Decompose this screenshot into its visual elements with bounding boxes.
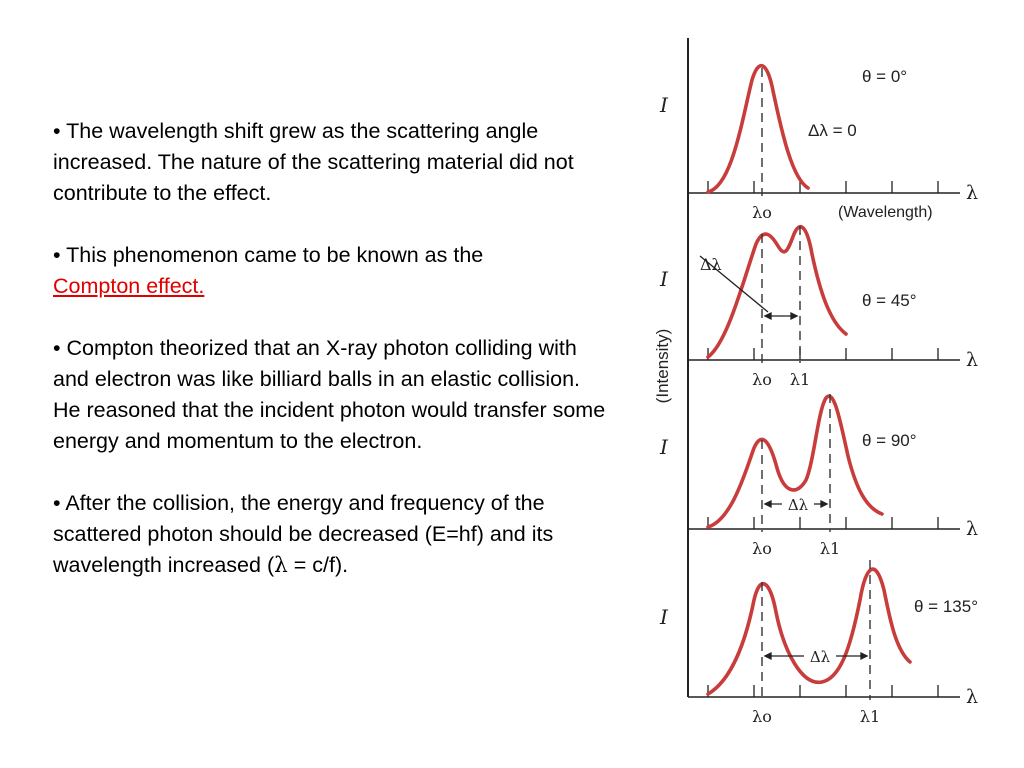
intensity-axis-label: (Intensity) [653,328,672,404]
delta-arrows [700,256,867,659]
angle-label-panel-4: θ = 135° [914,597,978,616]
curve-panel-2 [708,227,846,357]
compton-effect-link[interactable]: Compton effect. [53,274,205,298]
paragraph-after-collision [53,488,613,581]
angle-label-panel-3: θ = 90° [862,431,917,450]
delta-label-panel-2: Δλ [700,255,722,274]
compton-scattering-figure [640,30,1024,750]
x-symbol-panel-1: λ [966,182,979,204]
lambda1-label-panel-4: λ1 [859,707,881,726]
paragraph-compton-effect [53,240,613,302]
lambda1-label-panel-2: λ1 [789,370,811,389]
dashed-markers [762,68,870,700]
paragraph-compton-theory: • Compton theorized that an X-ray photon colliding with and electron was like billiard balls in an elastic collision. He reasoned that the incident photon would transfer some energy and momentum to the electron. [53,336,606,453]
curve-panel-1 [708,66,808,192]
delta-label-panel-3: Δλ [787,496,809,514]
delta-label-panel-4: Δλ [809,648,831,666]
lambda-symbol: λ [274,553,288,578]
lambda0-label-panel-4: λo [752,707,772,726]
text-content [53,116,613,581]
wavelength-axis-label: (Wavelength) [838,204,933,221]
x-symbol-panel-3: λ [966,518,979,540]
angle-label-panel-1: θ = 0° [862,67,908,86]
y-symbol-panel-1: I [660,93,668,117]
compton-figure-svg [640,30,1024,750]
y-symbol-panel-2: I [660,267,668,291]
y-symbol-panel-4: I [660,605,668,629]
paragraph-compton-prefix: • This phenomenon came to be known as the [53,243,484,267]
paragraph-wavelength-shift: • The wavelength shift grew as the scattering angle increased. The nature of the scattering material did not contribute to the effect. [53,119,574,205]
curve-panel-4 [708,569,910,694]
paragraph-after-collision-prefix: • After the collision, the energy and frequency of the scattered photon should be decreased (E=hf) and its wavelength increased ( [53,491,554,577]
lambda0-label-panel-2: λo [752,370,772,389]
lambda1-label-panel-3: λ1 [819,539,841,558]
y-symbol-panel-3: I [660,435,668,459]
lambda0-label-panel-3: λo [752,539,772,558]
x-symbol-panel-4: λ [966,686,979,708]
x-symbol-panel-2: λ [966,349,979,371]
delta-label-panel-1: Δλ = 0 [808,121,857,140]
lambda0-label-panel-1: λo [752,203,772,222]
angle-label-panel-2: θ = 45° [862,291,917,310]
paragraph-after-collision-suffix: = c/f). [287,553,349,577]
